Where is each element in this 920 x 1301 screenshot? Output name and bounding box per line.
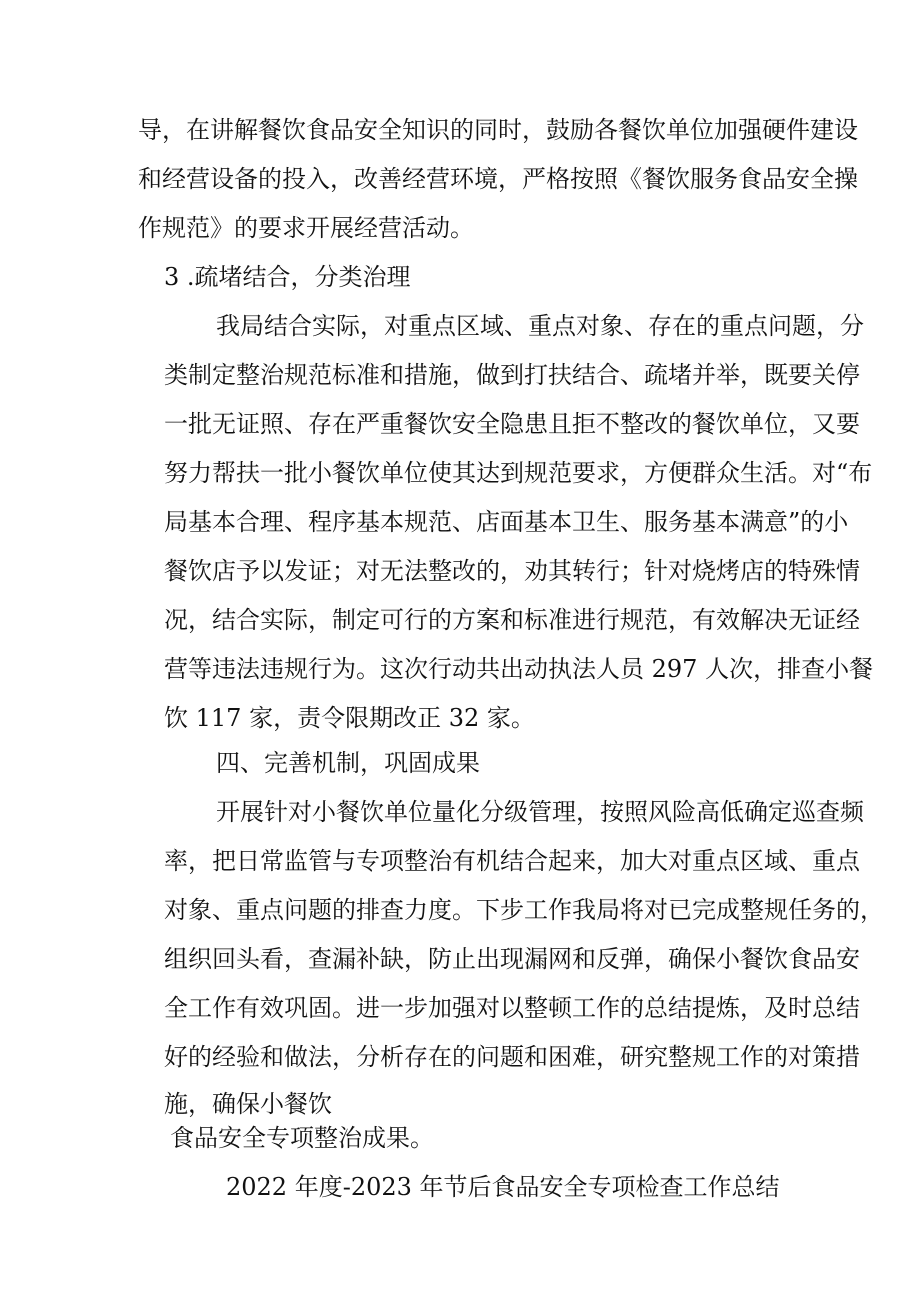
text-line: 对象、重点问题的排查力度。下步工作我局将对已完成整规任务的，: [164, 896, 884, 924]
text-line: 食品安全专项整治成果。: [170, 1124, 434, 1152]
paragraph-start: 开展针对小餐饮单位量化分级管理，按照风险高低确定巡查频: [216, 798, 864, 826]
text-line: 导，在讲解餐饮食品安全知识的同时，鼓励各餐饮单位加强硬件建设: [138, 116, 858, 144]
section-heading: 四、完善机制，巩固成果: [216, 749, 480, 777]
text-line: 饮 117 家，责令限期改正 32 家。: [164, 704, 535, 732]
text-line: 努力帮扶一批小餐饮单位使其达到规范要求，方便群众生活。对“布: [164, 459, 873, 487]
text-line: 作规范》的要求开展经营活动。: [138, 214, 474, 242]
text-line: 组织回头看，查漏补缺，防止出现漏网和反弹，确保小餐饮食品安: [164, 945, 860, 973]
text-line: 况，结合实际，制定可行的方案和标准进行规范，有效解决无证经: [164, 606, 860, 634]
paragraph-start: 我局结合实际，对重点区域、重点对象、存在的重点问题，分: [216, 312, 864, 340]
text-line: 类制定整治规范标准和措施，做到打扶结合、疏堵并举，既要关停: [164, 361, 860, 389]
text-line: 餐饮店予以发证；对无法整改的，劝其转行；针对烧烤店的特殊情: [164, 557, 860, 585]
text-line: 局基本合理、程序基本规范、店面基本卫生、服务基本满意”的小: [164, 508, 849, 536]
text-line: 全工作有效巩固。进一步加强对以整顿工作的总结提炼，及时总结: [164, 994, 860, 1022]
text-line: 一批无证照、存在严重餐饮安全隐患且拒不整改的餐饮单位，又要: [164, 410, 860, 438]
sub-heading: 3 .疏堵结合，分类治理: [164, 263, 411, 291]
text-line: 好的经验和做法，分析存在的问题和困难，研究整规工作的对策措: [164, 1043, 860, 1071]
text-line: 和经营设备的投入，改善经营环境，严格按照《餐饮服务食品安全操: [138, 165, 858, 193]
text-line: 施，确保小餐饮: [164, 1090, 332, 1118]
document-title: 2022 年度-2023 年节后食品安全专项检查工作总结: [226, 1173, 780, 1201]
text-line: 营等违法违规行为。这次行动共出动执法人员 297 人次，排查小餐: [164, 655, 874, 683]
text-line: 率，把日常监管与专项整治有机结合起来，加大对重点区域、重点: [164, 847, 860, 875]
